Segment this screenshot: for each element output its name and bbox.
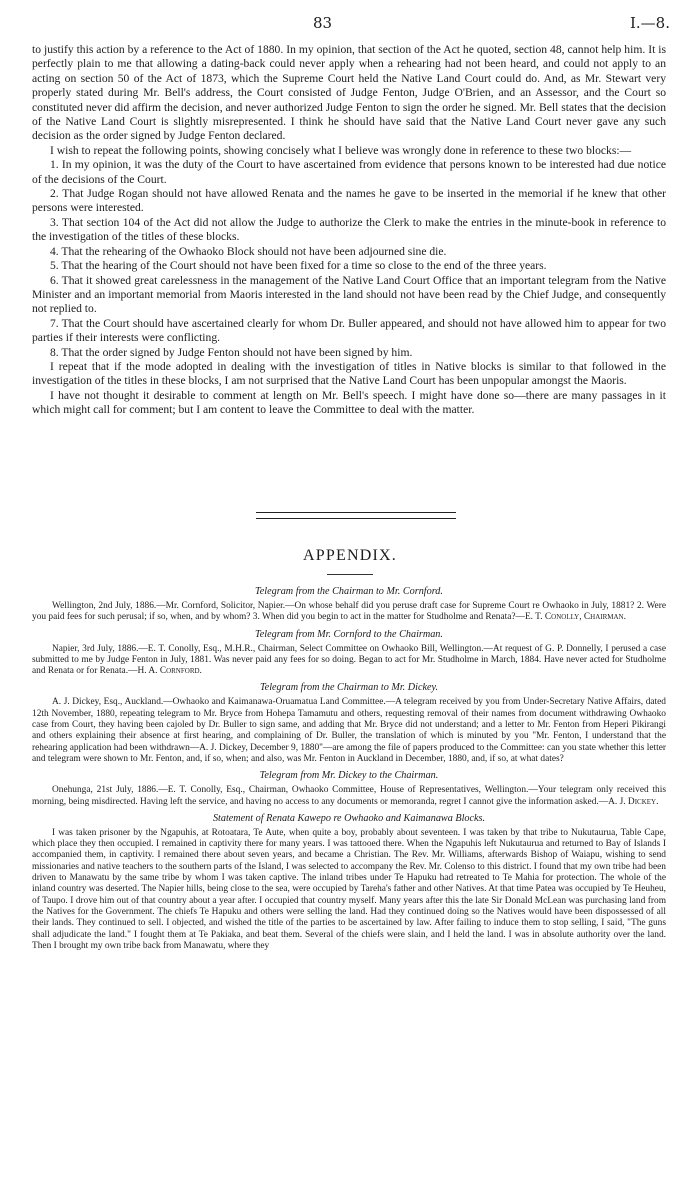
page-number: 83: [313, 14, 333, 32]
section-body: Wellington, 2nd July, 1886.—Mr. Cornford, Solicitor, Napier.—On whose behalf did you peruse draft case for Supreme Court re Owhaoko in July, 1881? 2. Were you paid fees for such perusal; if so, when, and by whom? 3. When did you begin to act in the matter for Studholme and Renata?—: [32, 601, 666, 623]
point-8: 8. That the order signed by Judge Fenton should not have been signed by him.: [50, 345, 413, 359]
signature: E. T. Conolly, Chairman.: [524, 612, 626, 623]
section-heading: Telegram from the Chairman to Mr. Dickey.: [259, 682, 439, 694]
telegram-cornford-to-chairman: [32, 629, 666, 678]
paragraph-conclusion: I repeat that if the mode adopted in dealing with the investigation of titles in Native blocks is similar to that followed in the investigation of the titles in these blocks, I am not surprised that the Native Land Court has been unpopular amongst the Maoris.: [32, 359, 666, 388]
appendix-body: [32, 586, 666, 957]
paragraph-closing: I have not thought it desirable to comment at length on Mr. Bell's speech. I might have done so—there are many passages in it which might call for comment; but I am content to leave the Committee to deal with the matter.: [32, 388, 666, 417]
point-7: 7. That the Court should have ascertained clearly for whom Dr. Buller appeared, and should not have allowed him to appear for two parties if their interests were conflicting.: [32, 316, 666, 345]
section-body: Napier, 3rd July, 1886.—E. T. Conolly, Esq., M.H.R., Chairman, Select Committee on Owhaoko Bill, Wellington.—At request of G. P. Donnelly, I perused a case submitted to me by Judge Fenton in July, 1881. Was never paid any fees for so doing. Began to act for Mr. Studholme in March, 1884. Have never acted for Studholme and Renata or for Renata.—: [32, 643, 666, 677]
document-reference: I.—8.: [629, 14, 670, 32]
section-divider-bottom: [256, 518, 456, 519]
point-4: 4. That the rehearing of the Owhaoko Block should not have been adjourned sine die.: [50, 244, 447, 258]
point-5: 5. That the hearing of the Court should not have been fixed for a time so close to the end of the three years.: [50, 259, 547, 273]
section-body: I was taken prisoner by the Ngapuhis, at Rotoatara, Te Aute, when quite a boy, probably about seventeen. I was taken by that tribe to Nukutaurua, Table Cape, which place they then occupied. I remained in captivity there for many years. I was tattooed there. When the Ngapuhis left Nukutaurua and returned to Bay of Islands I accompanied them, in captivity. I remained there about seven years, and became a Christian. The Rev. Mr. Williams, afterwards Bishop of Waiapu, wishing to send missionaries and native teachers to the southern parts of the Island, I was selected to accompany the Rev. Mr. Colenso to this district. I found that my own tribe had been driven to Manawatu by the same tribe by whom I was taken captive. The inland tribes under Te Hapuku had retreated to Te Mahia for protection. The whole of the inland country was deserted. The Napier hills, being close to the sea, were occupied by Tareha's father and other Natives. At that time Patea was occupied by Te Heuheu, of Taupo. I drove him out of that country about a year after. I occupied that country myself. Many years after this the late Sir Donald McLean was purchasing land from the Natives for the Government. The chiefs Te Hapuku and others were selling the land. Had they continued doing so the Natives would have been dispossessed of all their lands. They continued to sell. I objected, and wished the title of the parties to be ascertained by law. After failing to induce them to stop selling, I said, "The guns shall adjudicate the land." I fought them at Te Pakiaka, and beat them. Several of the chiefs were slain, and I held the land. I was in absolute authority over the land. Then I brought my own tribe back from Manawatu, where they: [32, 827, 666, 951]
section-heading: Telegram from the Chairman to Mr. Cornford.: [255, 586, 443, 597]
section-body: A. J. Dickey, Esq., Auckland.—Owhaoko and Kaimanawa-Oruamatua Land Committee.—A telegram received by you from Under-Secretary Native Affairs, dated 12th November, 1880, repeating telegram to Mr. Bryce from Hohepa Tamamutu and others, requesting removal of their names from document withdrawing Owhaoko case from Court, they having been cajoled by Dr. Buller to sign same, and adding that Mr. Bryce did not understand; and a letter to Mr. Fenton from Heperi Pikirangi and others explaining their absence at first hearing, and complaining of Dr. Buller, the translation of which is minuted by you "Mr. Fenton, I understand that the rehearing application had been withdrawn—A. J. Dickey, December 9, 1880"—are among the file of papers produced to the Committee: can you state whether this letter and telegram were shown to Mr. Fenton, and, if so, when; and also, was Mr. Fenton in Auckland in December, 1880, and, if so, at what dates?: [32, 697, 666, 764]
point-6: 6. That it showed great carelessness in the management of the Native Land Court Office that an important telegram from the Native Minister and an important memorial from Maoris interested in the land should not have been read by the Chief Judge, and consequently not replied to.: [32, 273, 666, 316]
point-1: 1. In my opinion, it was the duty of the Court to have ascertained from evidence that persons known to be interested had due notice of the decisions of the Court.: [32, 158, 666, 186]
appendix-title: APPENDIX.: [303, 547, 397, 564]
appendix-title-rule: [327, 574, 373, 575]
paragraph-intro-points: I wish to repeat the following points, showing concisely what I believe was wrongly done in reference to these two blocks:—: [50, 143, 632, 157]
signature: H. A. Cornford.: [137, 666, 202, 677]
section-divider-top: [256, 512, 456, 513]
section-heading: Statement of Renata Kawepo re Owhaoko and Kaimanawa Blocks.: [212, 812, 486, 824]
section-heading: Telegram from Mr. Cornford to the Chairman.: [255, 628, 443, 640]
telegram-chairman-to-cornford: [32, 586, 666, 624]
section-heading: Telegram from Mr. Dickey to the Chairman.: [259, 770, 439, 782]
signature: A. J. Dickey.: [608, 796, 659, 807]
main-body-text: [32, 43, 666, 418]
statement-renata-kawepo: [32, 813, 666, 952]
point-3: 3. That section 104 of the Act did not allow the Judge to authorize the Clerk to make the entries in the minute-book in reference to the investigation of the titles of these blocks.: [32, 215, 666, 244]
point-2: 2. That Judge Rogan should not have allowed Renata and the names he gave to be inserted in the memorial if he knew that other persons were interested.: [32, 187, 666, 215]
section-body: Onehunga, 21st July, 1886.—E. T. Conolly, Esq., Chairman, Owhaoko Committee, House of Representatives, Wellington.—Your telegram only received this morning, being misdirected. Having left the service, and having no access to any documents or memoranda, regret I cannot give the information asked.—: [32, 785, 666, 807]
paragraph-continuation: to justify this action by a reference to the Act of 1880. In my opinion, that section of the Act he quoted, section 48, cannot help him. It is perfectly plain to me that allowing a dating-back could never apply when a rehearing had not been heard, and could not apply to an acting on section 50 of the Act of 1873, which the Supreme Court held the Native Land Court could do. And, as Mr. Stewart very properly stated during Mr. Bell's address, the Court consisted of Judge Fenton, Judge O'Brien, and an Assessor, and the Court so constituted never did affirm the decision, and never authorized Judge Fenton to sign the order he signed. Mr. Bell states that the decision of the Native Land Court is slightly misrepresented. I think he should have said that the Native Land Court never gave any such decision as the order signed by Judge Fenton declared.: [32, 43, 666, 143]
telegram-dickey-to-chairman: [32, 770, 666, 808]
page-header: [0, 14, 700, 34]
telegram-chairman-to-dickey: [32, 682, 666, 765]
